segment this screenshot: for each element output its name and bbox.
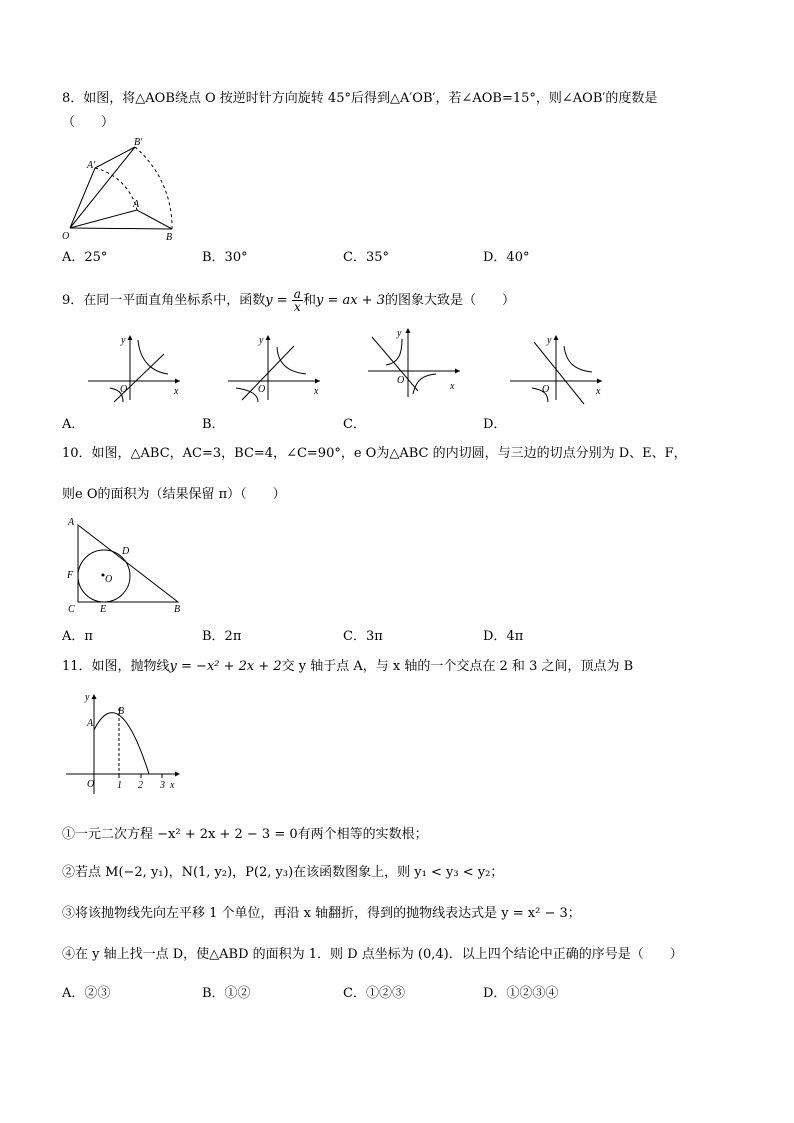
q8-option-d[interactable]: D．40° — [483, 250, 530, 265]
svg-text:y: y — [121, 335, 126, 346]
q9-option-d[interactable]: D． — [483, 417, 507, 432]
q10-label-B: B — [174, 604, 181, 615]
q10-option-d[interactable]: D．4π — [483, 629, 524, 644]
svg-text:O: O — [120, 384, 128, 395]
svg-text:x: x — [174, 386, 179, 397]
q10-label-D: D — [122, 546, 130, 557]
q11-stem — [62, 658, 633, 676]
q8-option-b[interactable]: B．30° — [202, 250, 248, 265]
q8-label-B1: B′ — [134, 137, 143, 148]
q11-label-A: A — [87, 718, 94, 729]
q9-graph-d — [510, 332, 605, 402]
svg-text:y: y — [547, 335, 552, 346]
q9-func1-num: a — [293, 287, 301, 301]
q11-label-x: x — [170, 780, 175, 791]
q9-option-b[interactable]: B． — [202, 417, 225, 432]
q11-option-c[interactable]: C．①②③ — [343, 986, 405, 1001]
q11-tick-1: 1 — [117, 780, 122, 791]
q8-label-A: A — [133, 199, 140, 210]
q9-graph-c — [368, 325, 463, 400]
q10-option-a[interactable]: A．π — [62, 629, 93, 644]
q9-stem-a: 9．在同一平面直角坐标系中，函数 — [62, 293, 266, 308]
svg-text:x: x — [314, 386, 319, 397]
q8-figure — [60, 138, 190, 243]
q10-label-C: C — [68, 604, 75, 615]
q8-option-a[interactable]: A．25° — [62, 250, 108, 265]
q8-answer-paren: （ ） — [62, 115, 115, 130]
q11-figure — [66, 690, 186, 795]
q11-label-O: O — [87, 779, 95, 790]
svg-text:x: x — [450, 381, 455, 392]
q8-label-B: B — [166, 232, 173, 243]
q11-statement-4: ④在 y 轴上找一点 D，使△ABD 的面积为 1．则 D 点坐标为 (0,4)．以上四个结论中正确的序号是（ ） — [62, 947, 683, 962]
q11-option-b[interactable]: B．①② — [202, 986, 251, 1001]
q10-stem-line2: 则e O的面积为（结果保留 π）（ ） — [62, 487, 286, 502]
q9-func2: y = ax + 3 — [315, 293, 385, 308]
q10-figure — [62, 516, 192, 616]
q11-equation: y = −x² + 2x + 2 — [169, 659, 282, 674]
q8-stem: 8．如图，将△AOB绕点 O 按逆时针方向旋转 45°后得到△A′OB′，若∠AOB=15°，则∠AOB′的度数是 — [62, 91, 658, 106]
q9-option-a[interactable]: A． — [62, 417, 85, 432]
svg-text:O: O — [542, 384, 550, 395]
q9-func1-den: x — [293, 300, 301, 314]
q11-statement-3: ③将该抛物线先向左平移 1 个单位，再沿 x 轴翻折，得到的抛物线表达式是 y = x² − 3； — [62, 906, 581, 921]
svg-text:y: y — [397, 328, 402, 339]
q9-stem — [62, 288, 515, 313]
svg-text:O: O — [258, 384, 266, 395]
q9-graph-b — [228, 332, 323, 402]
q11-tick-2: 2 — [138, 780, 143, 791]
q10-option-b[interactable]: B．2π — [202, 629, 242, 644]
q10-label-F: F — [67, 570, 74, 581]
svg-text:x: x — [596, 386, 601, 397]
q9-graph-a — [88, 332, 183, 402]
q10-label-A: A — [68, 517, 75, 528]
q10-label-E: E — [100, 604, 107, 615]
q11-tick-3: 3 — [160, 780, 165, 791]
q8-label-A1: A′ — [87, 160, 96, 171]
q9-stem-c: 的图象大致是（ ） — [384, 293, 515, 308]
q11-statement-2: ②若点 M(−2, y₁)，N(1, y₂)，P(2, y₃)在该函数图象上，则 y₁ < y₃ < y₂； — [62, 865, 504, 880]
q11-label-y: y — [85, 692, 90, 703]
q11-statement-1: ①一元二次方程 −x² + 2x + 2 − 3 = 0有两个相等的实数根； — [62, 827, 428, 842]
q11-option-a[interactable]: A．②③ — [62, 986, 111, 1001]
q9-func1-fraction — [292, 288, 303, 313]
q10-option-c[interactable]: C．3π — [343, 629, 383, 644]
q11-label-B: B — [118, 706, 125, 717]
svg-text:O: O — [397, 375, 405, 386]
q10-label-O: O — [105, 574, 113, 585]
q11-stem-b: 交 y 轴于点 A，与 x 轴的一个交点在 2 和 3 之间，顶点为 B — [281, 659, 634, 674]
q11-option-d[interactable]: D．①②③④ — [483, 986, 559, 1001]
q9-func1-lhs: y = — [265, 293, 288, 308]
q9-option-c[interactable]: C． — [343, 417, 366, 432]
q10-stem-line1: 10．如图，△ABC，AC=3，BC=4，∠C=90°，e O为△ABC 的内切圆，与三边的切点分别为 D、E、F， — [62, 446, 687, 461]
q9-stem-b: 和 — [302, 293, 316, 308]
svg-text:y: y — [259, 335, 264, 346]
q8-option-c[interactable]: C．35° — [343, 250, 389, 265]
q8-label-O: O — [62, 231, 70, 242]
q11-stem-a: 11．如图，抛物线 — [62, 659, 170, 674]
